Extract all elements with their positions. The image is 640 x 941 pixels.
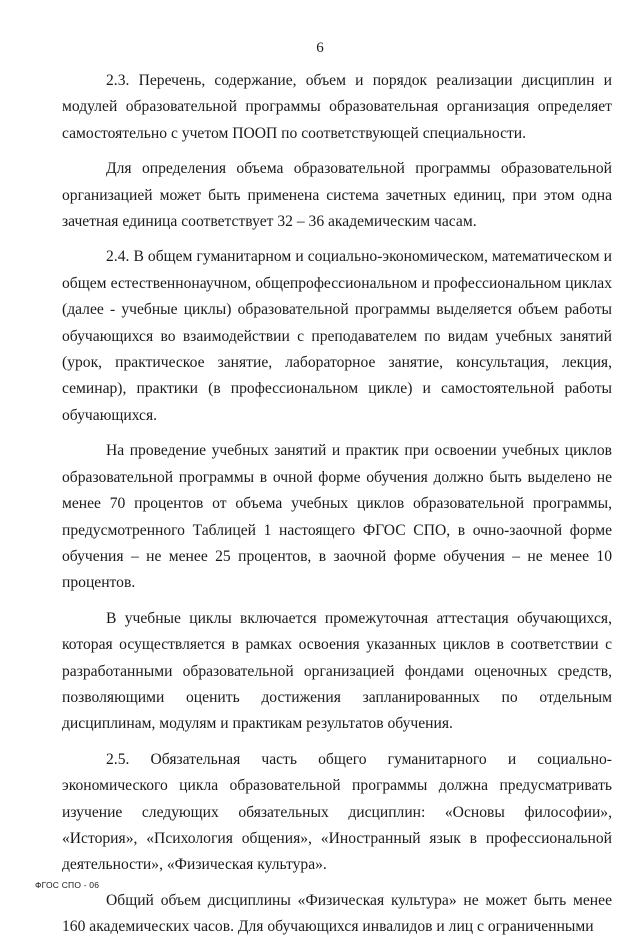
paragraph-2-5: 2.5. Обязательная часть общего гуманитарного и социально-экономического цикла образовательной программы должна предусматривать изучение следующих обязательных дисциплин: «Основы философии», «История», «Психология общения», «Иностранный язык в профессиональной деятельности», «Физическая культура». — [62, 750, 612, 874]
document-body — [62, 68, 612, 941]
footer-label: ФГОС СПО - 06 — [35, 880, 100, 890]
page-number: 6 — [316, 40, 324, 56]
paragraph-class-hours: На проведение учебных занятий и практик при освоении учебных циклов образовательной программы в очной форме обучения должно быть выделено не менее 70 процентов от объема учебных циклов образовательной программы, предусмотренного Таблицей 1 настоящего ФГОС СПО, в очно-заочной форме обучения – не менее 25 процентов, в заочной форме обучения – не менее 10 процентов. — [62, 442, 612, 592]
paragraph-credit-units: Для определения объема образовательной программы образовательной организацией может быть применена система зачетных единиц, при этом одна зачетная единица соответствует 32 – 36 академическим часам. — [62, 160, 612, 231]
paragraph-2-4: 2.4. В общем гуманитарном и социально-экономическом, математическом и общем естественнонаучном, общепрофессиональном и профессиональном циклах (далее - учебные циклы) образовательной программы выделяется объем работы обучающихся во взаимодействии с преподавателем по видам учебных занятий (урок, практическое занятие, лабораторное занятие, консультация, лекция, семинар), практики (в профессиональном цикле) и самостоятельной работы обучающихся. — [62, 248, 612, 424]
paragraph-physical-culture: Общий объем дисциплины «Физическая культура» не может быть менее 160 академических часов. Для обучающихся инвалидов и лиц с ограниченными — [62, 891, 612, 936]
paragraph-attestation: В учебные циклы включается промежуточная аттестация обучающихся, которая осуществляется в рамках освоения указанных циклов в соответствии с разработанными образовательной организацией фондами оценочных средств, позволяющими оценить достижения запланированных по отдельным дисциплинам, модулям и практикам результатов обучения. — [62, 609, 612, 733]
paragraph-2-3: 2.3. Перечень, содержание, объем и порядок реализации дисциплин и модулей образовательной программы образовательная организация определяет самостоятельно с учетом ПООП по соответствующей специальности. — [62, 72, 612, 142]
